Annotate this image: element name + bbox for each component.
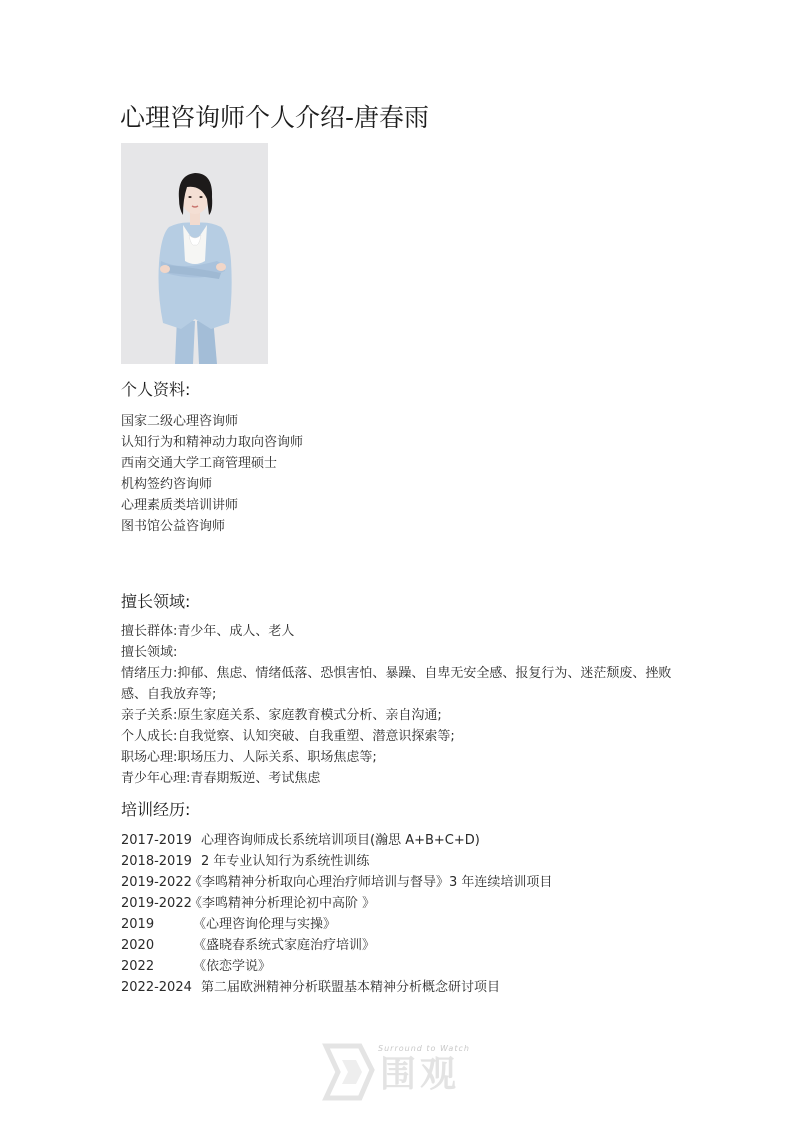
- list-item: 擅长领域:: [121, 645, 178, 660]
- training-heading: 培训经历:: [121, 800, 191, 819]
- training-list: [121, 830, 552, 998]
- list-item: 青少年心理:青春期叛逆、考试焦虑: [121, 771, 321, 786]
- list-item: 情绪压力:抑郁、焦虑、情绪低落、恐惧害怕、暴躁、自卑无安全感、报复行为、迷茫颓废、挫败感、自我放弃等;: [121, 666, 672, 702]
- training-year: 2020: [121, 938, 155, 953]
- training-text: 心理咨询师成长系统培训项目(瀚思 A+B+C+D): [201, 833, 480, 848]
- expertise-list: [121, 621, 681, 789]
- list-item: 认知行为和精神动力取向咨询师: [121, 435, 304, 450]
- training-text: 《依恋学说》: [193, 959, 272, 974]
- profile-list: [121, 411, 303, 537]
- portrait-illustration: [121, 143, 268, 364]
- portrait-photo: [121, 143, 268, 364]
- list-item: 职场心理:职场压力、人际关系、职场焦虑等;: [121, 750, 377, 765]
- training-year: 2017-2019: [121, 833, 192, 848]
- training-year: 2022-2024: [121, 980, 192, 995]
- training-text: 《心理咨询伦理与实操》: [193, 917, 337, 932]
- list-item: 西南交通大学工商管理硕士: [121, 456, 278, 471]
- watermark-text: 围观: [380, 1054, 461, 1095]
- training-row: [121, 851, 552, 872]
- training-row: [121, 914, 552, 935]
- training-row: [121, 977, 552, 998]
- profile-heading: 个人资料:: [121, 380, 191, 399]
- training-row: [121, 893, 552, 914]
- list-item: 机构签约咨询师: [121, 477, 213, 492]
- training-year: 2018-2019: [121, 854, 192, 869]
- training-row: [121, 830, 552, 851]
- list-item: 个人成长:自我觉察、认知突破、自我重塑、潜意识探索等;: [121, 729, 455, 744]
- list-item: 心理素质类培训讲师: [121, 498, 239, 513]
- training-text: 《盛晓春系统式家庭治疗培训》: [193, 938, 376, 953]
- list-item: 亲子关系:原生家庭关系、家庭教育模式分析、亲自沟通;: [121, 708, 442, 723]
- page-title: 心理咨询师个人介绍-唐春雨: [120, 103, 430, 132]
- training-text: 2 年专业认知行为系统性训练: [201, 854, 370, 869]
- training-row: [121, 956, 552, 977]
- training-year: 2019-2022: [121, 875, 192, 890]
- training-year: 2019: [121, 917, 155, 932]
- training-text: 第二届欧洲精神分析联盟基本精神分析概念研讨项目: [201, 980, 501, 995]
- list-item: 国家二级心理咨询师: [121, 414, 239, 429]
- list-item: 擅长群体:青少年、成人、老人: [121, 624, 295, 639]
- list-item: 图书馆公益咨询师: [121, 519, 226, 534]
- training-year: 2019-2022: [121, 896, 192, 911]
- training-text: 《李鸣精神分析理论初中高阶 》: [189, 896, 376, 911]
- training-row: [121, 872, 552, 893]
- watermark-subtitle: Surround to Watch: [378, 1044, 470, 1053]
- training-text: 《李鸣精神分析取向心理治疗师培训与督导》3 年连续培训项目: [189, 875, 553, 890]
- training-year: 2022: [121, 959, 155, 974]
- training-row: [121, 935, 552, 956]
- expertise-heading: 擅长领域:: [121, 592, 191, 611]
